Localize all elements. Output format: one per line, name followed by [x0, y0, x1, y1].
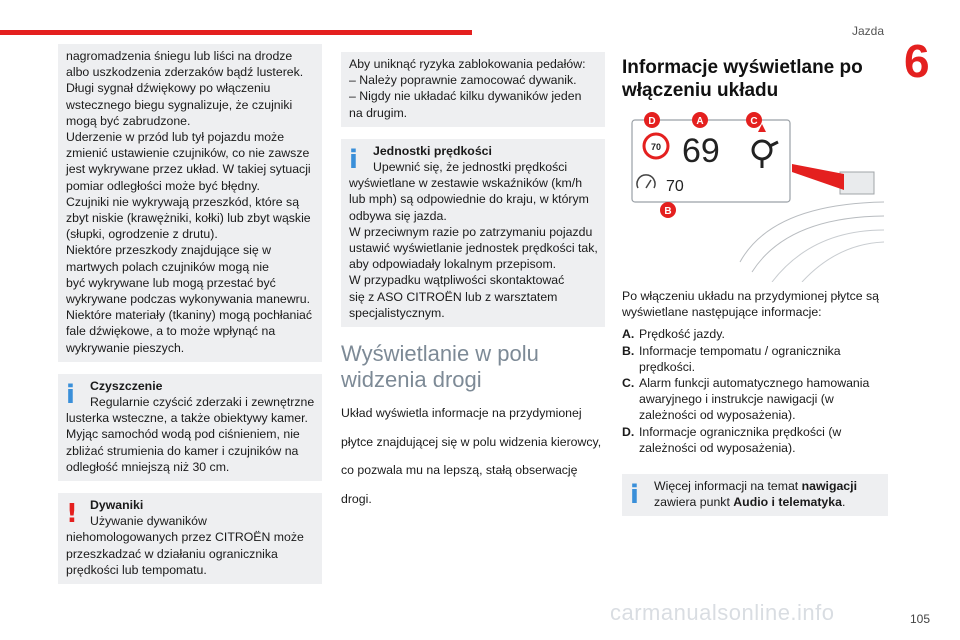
navigation-note [622, 474, 888, 516]
text-line: Regularnie czyścić zderzaki i zewnętrzne [90, 395, 315, 410]
text-line: się z ASO CITROËN lub z warsztatem [349, 289, 558, 304]
list-item [622, 326, 888, 342]
svg-text:B: B [664, 206, 672, 217]
cleaning-note [58, 374, 322, 481]
note-body [349, 159, 599, 321]
text-line: przeszkadzać w działaniu ogranicznika [66, 546, 278, 561]
note-title: Czyszczenie [90, 378, 163, 393]
top-accent-bar [0, 30, 472, 35]
label-a [692, 112, 708, 128]
list-item [622, 424, 888, 456]
label-b [660, 202, 676, 218]
list-item [622, 343, 888, 375]
text-line: zbliżać strumienia do kamer i czujników na [66, 443, 299, 458]
list-key: B. [622, 343, 635, 358]
column-2 [341, 52, 605, 519]
text-line: zmienić ustawienie czujników, co nie zawsze [66, 146, 310, 161]
text-line: ustawić wyświetlanie jednostek prędkości tak, [349, 241, 598, 256]
text-line: wykrywane podczas wykonywania manewru. [66, 292, 310, 307]
note-link-navigation: nawigacji [801, 479, 857, 494]
text-line: prędkości lub tempomatu. [66, 562, 207, 577]
text-line: lub mph) są odpowiednie do kraju, w którym [349, 192, 589, 207]
list-key: A. [622, 327, 635, 342]
text-line: niehomologowanych przez CITROËN może [66, 530, 304, 545]
list-text: Alarm funkcji automatycznego hamowania awaryjnego i instrukcje nawigacji (w zależności od wyposażenia). [639, 376, 870, 423]
note-text-part: Więcej informacji na temat [654, 479, 802, 494]
text-line: fale dźwiękowe, a to może wpłynąć na [66, 324, 276, 339]
section-heading-info: Informacje wyświetlane po włączeniu układu [622, 57, 863, 101]
svg-text:C: C [750, 116, 758, 127]
watermark: carmanualsonline.info [610, 600, 835, 625]
note-title: Jednostki prędkości [373, 143, 492, 158]
text-line: płytce znajdującej się w polu widzenia kierowcy, [341, 434, 602, 449]
mats-warning [58, 493, 322, 584]
text-line: – Należy poprawnie zamocować dywanik. [349, 73, 577, 88]
warning-icon: ! [66, 499, 78, 530]
text-line: Długi sygnał dźwiękowy po włączeniu [66, 81, 271, 96]
text-line: – Nigdy nie układać kilku dywaników jeden [349, 89, 582, 104]
info-icon: i [630, 480, 639, 511]
svg-text:A: A [696, 116, 704, 127]
text-line: być wykrywane lub mogą przestać być [66, 275, 276, 290]
text-line: mogą być zabrudzone. [66, 113, 191, 128]
text-line: co pozwala mu na lepszą, stałą obserwację [341, 463, 578, 478]
sensor-limitations-box [58, 44, 322, 362]
info-list [622, 326, 888, 456]
section-heading-hud: Wyświetlanie w polu widzenia drogi [341, 341, 539, 393]
list-item [622, 375, 888, 424]
note-text [654, 478, 882, 510]
hud-figure [622, 112, 884, 282]
text-line: Myjąc samochód wodą pod ciśnieniem, nie [66, 427, 300, 442]
column-3 [622, 52, 888, 528]
text-line: jest wykrywane przez układ. W takiej sytuacji [66, 162, 311, 177]
cruise-value: 70 [666, 178, 684, 195]
text-line: Niektóre przeszkody znajdujące się w [66, 243, 272, 258]
section-title: Jazda [851, 24, 884, 38]
text-line: drogi. [341, 491, 372, 506]
pedal-blocking-box [341, 52, 605, 127]
chapter-number: 6 [904, 35, 930, 87]
note-body [66, 394, 316, 475]
text-line: martwych polach czujników mogą nie [66, 259, 269, 274]
text-line: albo uszkodzenia zderzaków bądź lusterek. [66, 65, 304, 80]
text-line: Uderzenie w przód lub tył pojazdu może [66, 130, 285, 145]
speed-value: 69 [682, 132, 720, 170]
text-line: nagromadzenia śniegu lub liści na drodze [66, 49, 293, 63]
page-number: 105 [909, 612, 930, 626]
text-line: W przeciwnym razie po zatrzymaniu pojazdu [349, 224, 593, 239]
label-c [746, 112, 762, 128]
note-text-part: . [841, 495, 846, 510]
hud-illustration [622, 112, 884, 282]
text-line: na drugim. [349, 105, 408, 120]
text-line: odbywa się jazda. [349, 208, 447, 223]
svg-text:D: D [648, 116, 656, 127]
hud-plate [840, 172, 874, 194]
text-line: pomiar odległości może być błędny. [66, 178, 260, 193]
note-title: Dywaniki [90, 498, 144, 513]
column-1 [58, 44, 322, 596]
projection-beam [792, 164, 844, 190]
hud-description [341, 405, 605, 507]
dash-line [802, 242, 884, 282]
text-line: aby odpowiadały lokalnym przepisom. [349, 257, 557, 272]
label-d [644, 112, 660, 128]
text-line: wstecznego biegu sygnalizuje, że czujniki [66, 97, 293, 112]
speed-units-note [341, 139, 605, 327]
text-line: Aby uniknąć ryzyka zablokowania pedałów: [349, 57, 586, 71]
dash-line [740, 202, 884, 262]
info-icon: i [66, 379, 75, 410]
note-body [66, 513, 316, 578]
note-text-part: zawiera punkt [654, 495, 734, 510]
text-line: odległość mniejszą niż 30 cm. [66, 459, 230, 474]
text-line: wykrywanie pieszych. [66, 340, 185, 355]
list-text: Prędkość jazdy. [639, 327, 725, 342]
text-line: Niektóre materiały (tkaniny) mogą pochłaniać [66, 308, 313, 323]
info-icon: i [349, 144, 358, 175]
text-line: lusterka wsteczne, a także obiektywy kamer. [66, 411, 308, 426]
text-line: Układ wyświetla informacje na przydymionej [341, 406, 582, 421]
note-link-audio: Audio i telematyka [733, 495, 842, 510]
list-text: Informacje tempomatu / ogranicznika prędkości. [639, 343, 841, 374]
text-line: wyświetlane w zestawie wskaźników (km/h [349, 176, 583, 191]
list-text: Informacje ogranicznika prędkości (w zależności od wyposażenia). [639, 424, 842, 455]
text-line: specjalistycznym. [349, 305, 445, 320]
text-line: zbyt niskie (krawężniki, kołki) lub zbyt wąskie [66, 211, 311, 226]
list-key: C. [622, 376, 635, 391]
text-line: Upewnić się, że jednostki prędkości [373, 160, 568, 175]
list-key: D. [622, 424, 635, 439]
text-line: Czujniki nie wykrywają przeszkód, które są [66, 194, 300, 209]
text-line: Używanie dywaników [90, 514, 207, 529]
text-line: (słupki, ogrodzenie z drutu). [66, 227, 218, 242]
speed-limit-value: 70 [650, 142, 662, 152]
text-line: W przypadku wątpliwości skontaktować [349, 273, 565, 288]
info-intro: Po włączeniu układu na przydymionej płytce są wyświetlane następujące informacje: [622, 289, 880, 320]
